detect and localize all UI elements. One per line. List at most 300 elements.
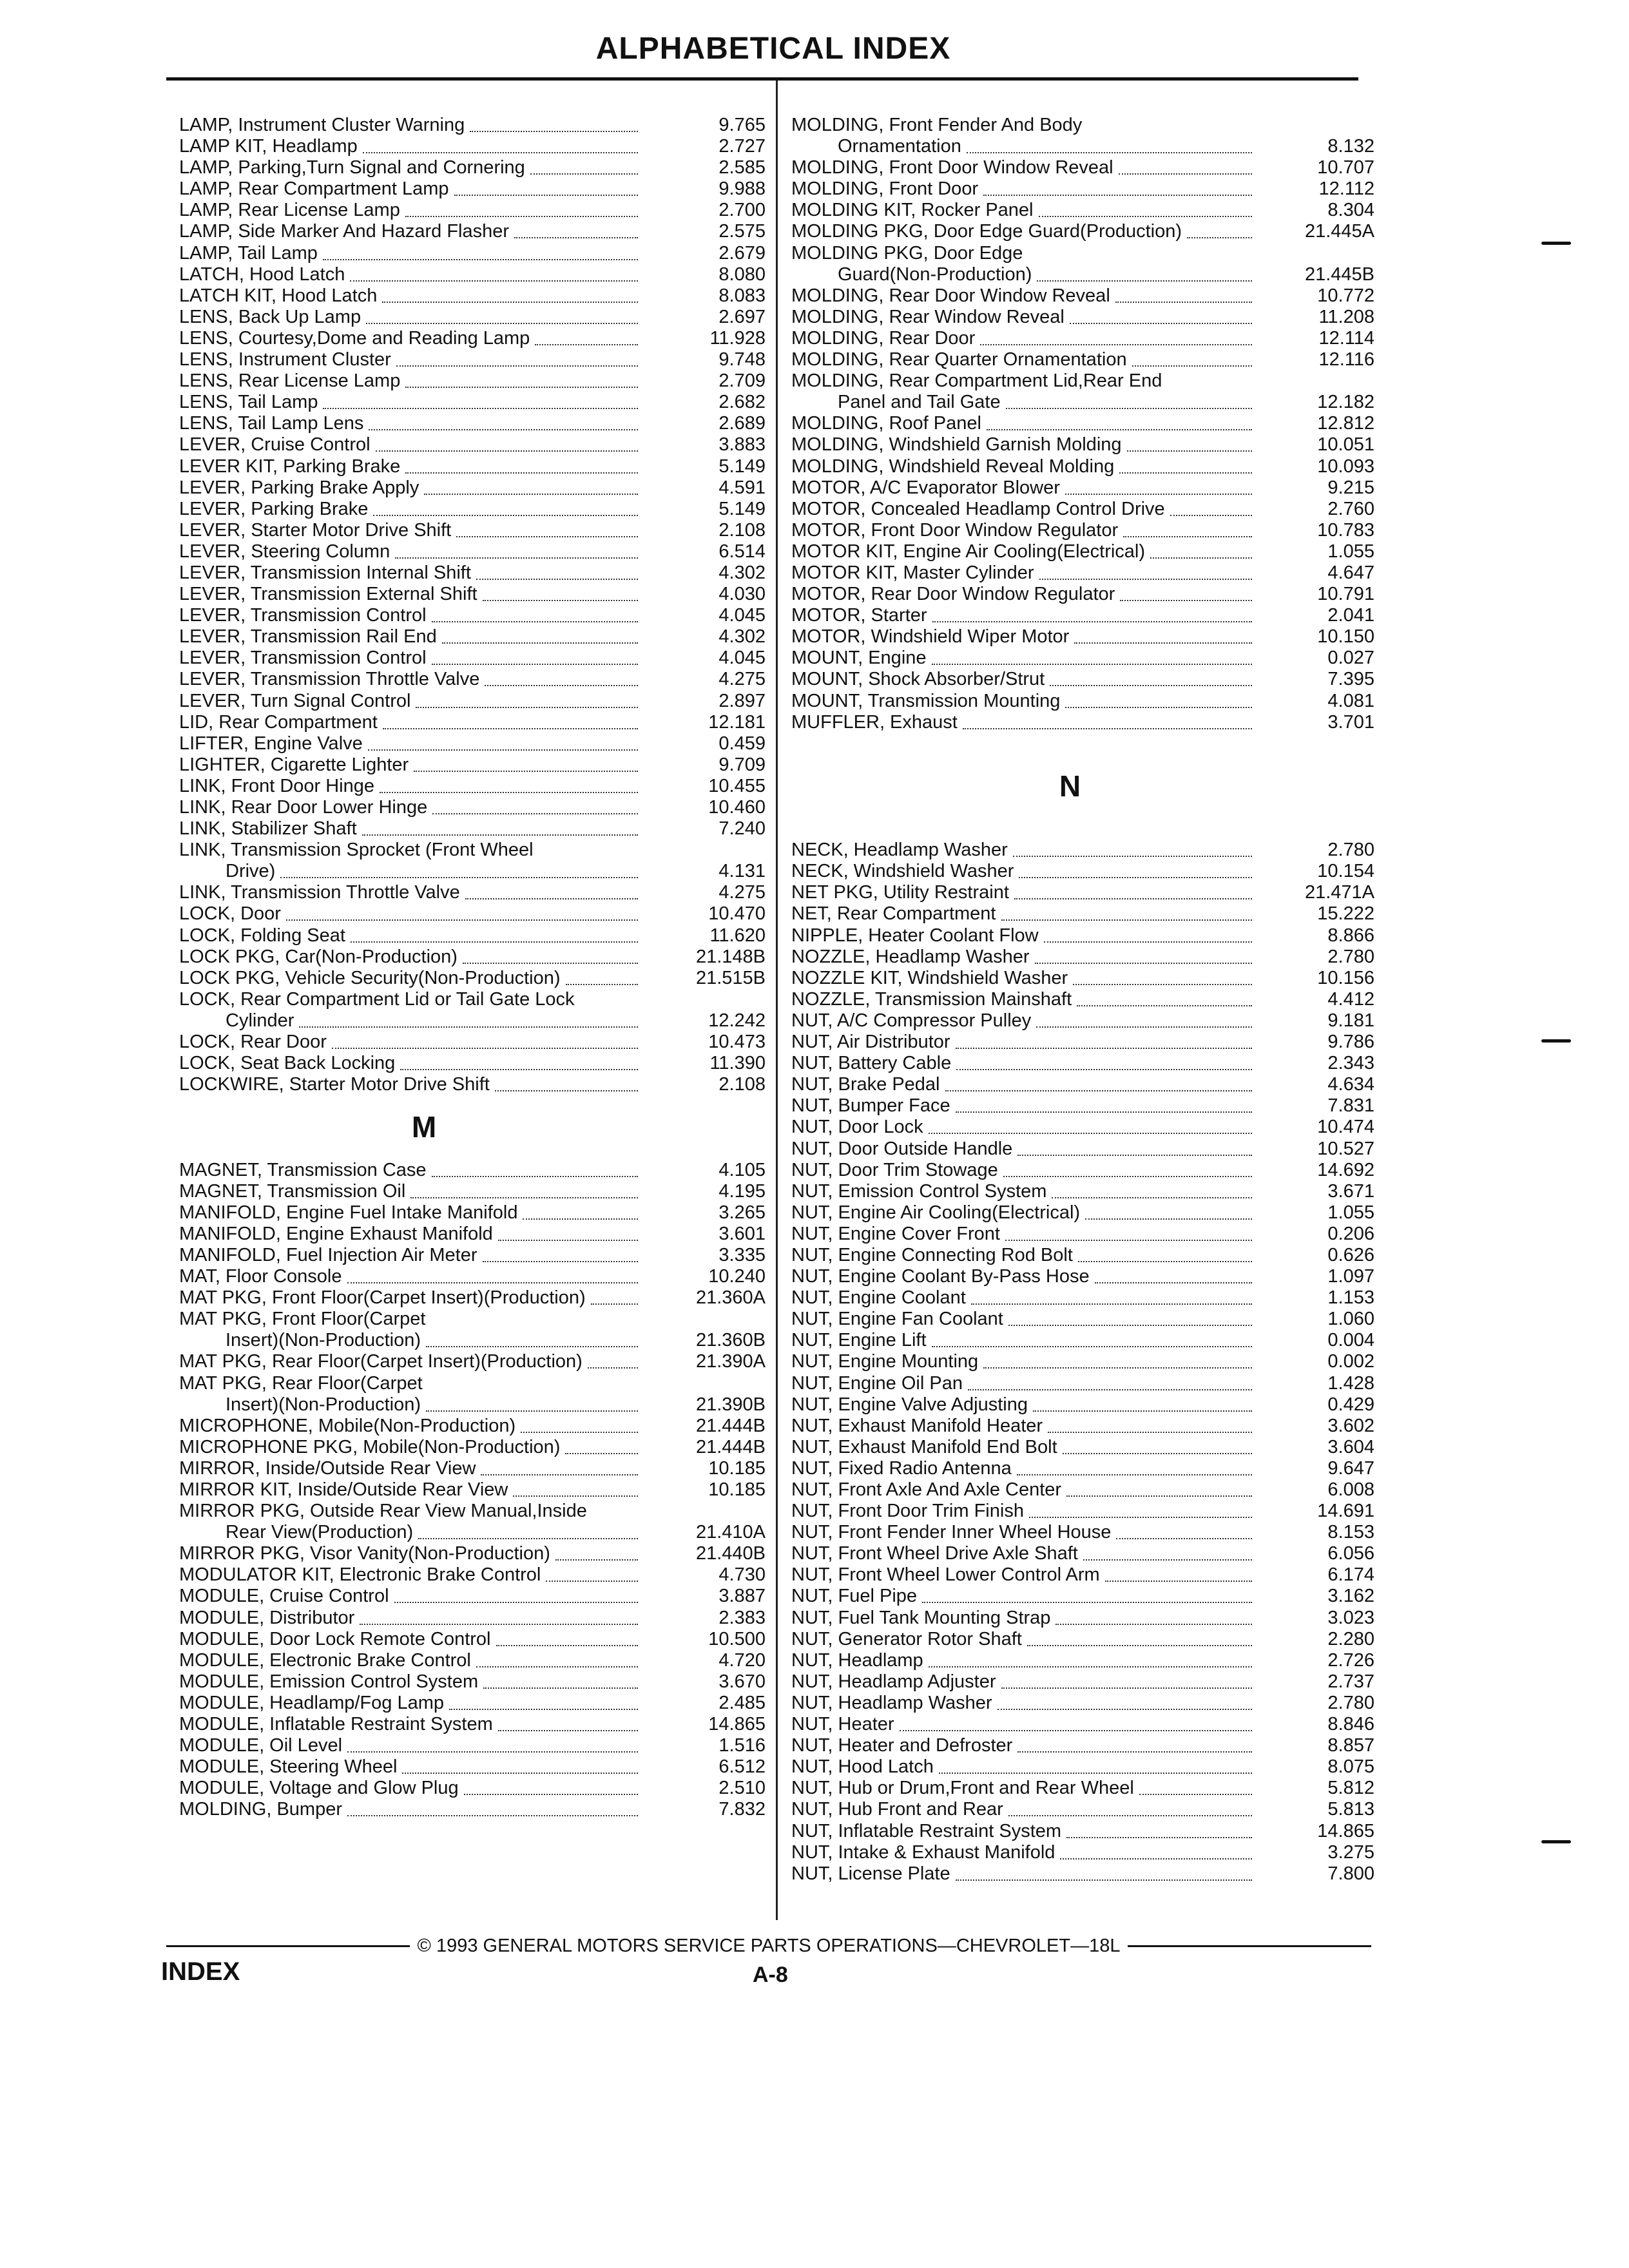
entry-reference: 15.222	[1317, 903, 1374, 925]
entry-name: NUT, Hub or Drum,Front and Rear Wheel	[791, 1778, 1134, 1799]
index-entry	[179, 477, 766, 499]
index-entry	[791, 1671, 1374, 1693]
entry-reference: 10.455	[708, 775, 766, 796]
index-entry	[179, 1053, 766, 1074]
binding-margin-mark	[1541, 1039, 1571, 1043]
entry-name: LID, Rear Compartment	[179, 711, 378, 733]
dot-leader	[1001, 1687, 1252, 1689]
entry-reference: 2.689	[718, 413, 766, 434]
entry-name: Drive)	[226, 861, 276, 882]
dot-leader	[463, 963, 638, 964]
dot-leader	[1070, 323, 1252, 324]
entry-reference: 2.343	[1327, 1053, 1374, 1074]
entry-name: MOLDING, Windshield Garnish Molding	[791, 434, 1122, 456]
entry-reference: 4.720	[718, 1649, 766, 1671]
dot-leader	[383, 728, 638, 729]
index-entry	[179, 285, 766, 307]
entry-name: LOCK PKG, Vehicle Security(Non-Production)	[179, 967, 561, 988]
entry-name: NUT, Front Door Trim Finish	[791, 1501, 1024, 1522]
dot-leader	[1187, 237, 1252, 238]
entry-name: LOCK, Rear Compartment Lid or Tail Gate Lock	[179, 988, 575, 1010]
index-entry	[791, 1650, 1374, 1671]
index-entry	[179, 264, 766, 285]
dot-leader	[1085, 1218, 1252, 1220]
entry-name: NUT, Door Trim Stowage	[791, 1159, 998, 1180]
entry-reference: 3.701	[1327, 711, 1374, 733]
dot-leader	[1065, 494, 1252, 495]
entry-reference: 8.075	[1327, 1756, 1374, 1778]
dot-leader	[591, 1303, 638, 1305]
dot-leader	[470, 131, 638, 132]
index-entry	[791, 413, 1374, 434]
entry-name: MOTOR KIT, Engine Air Cooling(Electrical)	[791, 541, 1146, 562]
entry-reference: 10.500	[708, 1628, 766, 1649]
index-entry	[179, 392, 766, 413]
entry-reference: 14.691	[1317, 1501, 1374, 1522]
entry-reference: 10.240	[708, 1266, 766, 1287]
dot-leader	[1066, 1495, 1252, 1497]
entry-name: MAT, Floor Console	[179, 1266, 342, 1287]
index-entry	[179, 1160, 766, 1181]
dot-leader	[380, 792, 638, 793]
entry-name: MOTOR KIT, Master Cylinder	[791, 562, 1034, 583]
dot-leader	[360, 1624, 638, 1625]
dot-leader	[1033, 1410, 1252, 1412]
entry-reference: 21.515B	[695, 967, 766, 988]
index-entry	[179, 903, 766, 925]
entry-name: NUT, Headlamp Washer	[791, 1692, 992, 1713]
dot-leader	[456, 536, 638, 537]
entry-name: MOTOR, Windshield Wiper Motor	[791, 626, 1070, 648]
index-entry	[179, 456, 766, 477]
index-entry	[791, 626, 1374, 648]
index-entry	[179, 136, 766, 157]
entry-name: LEVER KIT, Parking Brake	[179, 456, 401, 477]
entry-name: NUT, Engine Oil Pan	[791, 1372, 963, 1394]
index-entry	[791, 200, 1374, 221]
index-entry	[179, 733, 766, 754]
dot-leader	[394, 1602, 638, 1603]
index-entry	[179, 754, 766, 776]
index-entry	[791, 1309, 1374, 1330]
index-entry	[791, 1202, 1374, 1224]
dot-leader	[1005, 1240, 1252, 1241]
index-entry	[179, 1416, 766, 1437]
index-entry	[791, 1693, 1374, 1714]
index-entry	[179, 1032, 766, 1053]
dot-leader	[1003, 1176, 1252, 1177]
index-entry	[791, 178, 1374, 200]
index-entry	[179, 349, 766, 370]
dot-leader	[280, 877, 638, 878]
entry-reference: 12.181	[708, 711, 766, 733]
entry-reference: 4.275	[718, 882, 766, 903]
entry-name: MOLDING PKG, Door Edge	[791, 242, 1023, 264]
index-entry	[791, 1245, 1374, 1266]
entry-name: NUT, Fuel Pipe	[791, 1586, 918, 1607]
entry-reference: 2.679	[718, 242, 766, 264]
index-entry	[179, 157, 766, 178]
dot-leader	[523, 1218, 638, 1220]
entry-reference: 10.707	[1317, 157, 1374, 178]
entry-name: LINK, Front Door Hinge	[179, 775, 375, 796]
entry-name: Insert)(Non-Production)	[226, 1330, 421, 1351]
index-entry	[179, 1010, 766, 1032]
entry-reference: 11.208	[1318, 306, 1374, 327]
dot-leader	[963, 728, 1252, 729]
index-entry	[179, 307, 766, 328]
entry-reference: 2.709	[718, 370, 766, 392]
entry-name: NECK, Headlamp Washer	[791, 840, 1008, 861]
dot-leader	[987, 429, 1252, 430]
index-entry	[791, 157, 1374, 178]
entry-name: MODULE, Headlamp/Fog Lamp	[179, 1692, 444, 1713]
dot-leader	[1170, 515, 1252, 516]
dot-leader	[485, 685, 638, 686]
entry-name: LAMP, Tail Lamp	[179, 242, 318, 264]
dot-leader	[546, 1581, 638, 1582]
entry-name: NUT, Heater	[791, 1714, 894, 1735]
dot-leader	[351, 941, 638, 943]
dot-leader	[1074, 642, 1252, 644]
entry-name: NECK, Windshield Washer	[791, 861, 1014, 882]
entry-name: LATCH KIT, Hood Latch	[179, 285, 378, 306]
entry-name: NET, Rear Compartment	[791, 903, 996, 925]
index-entry	[179, 1309, 766, 1330]
dot-leader	[1050, 685, 1252, 686]
dot-leader	[498, 1730, 638, 1731]
entry-reference: 0.002	[1327, 1351, 1374, 1372]
index-entry	[791, 1394, 1374, 1416]
index-entry	[791, 562, 1374, 584]
entry-name: NUT, Engine Lift	[791, 1330, 927, 1351]
index-entry	[791, 264, 1374, 285]
entry-name: NUT, Exhaust Manifold Heater	[791, 1415, 1043, 1436]
index-entry	[791, 605, 1374, 626]
entry-reference: 2.760	[1327, 498, 1374, 519]
dot-leader	[521, 1432, 638, 1433]
entry-name: MAT PKG, Rear Floor(Carpet Insert)(Production)	[179, 1351, 583, 1372]
entry-reference: 7.800	[1327, 1863, 1374, 1884]
binding-margin-mark	[1541, 242, 1571, 245]
entry-reference: 2.575	[718, 221, 766, 242]
index-entry	[791, 1160, 1374, 1181]
dot-leader	[1037, 280, 1252, 282]
entry-reference: 4.275	[718, 669, 766, 690]
dot-leader	[1039, 216, 1252, 217]
entry-reference: 3.883	[718, 434, 766, 456]
index-entry	[179, 562, 766, 584]
entry-reference: 2.510	[718, 1778, 766, 1799]
entry-reference: 6.008	[1327, 1479, 1374, 1501]
dot-leader	[368, 749, 638, 751]
entry-name: NUT, Engine Coolant	[791, 1287, 966, 1309]
dot-leader	[432, 1176, 638, 1177]
entry-reference: 9.786	[1327, 1032, 1374, 1053]
dot-leader	[483, 1261, 638, 1262]
dot-leader	[1006, 408, 1252, 409]
entry-reference: 12.812	[1317, 413, 1374, 434]
index-entry	[179, 434, 766, 456]
entry-reference: 6.514	[718, 541, 766, 562]
footer-rule	[166, 1945, 410, 1947]
index-entry	[791, 1799, 1374, 1820]
index-entry	[179, 691, 766, 712]
index-entry	[179, 1735, 766, 1756]
entry-name: NUT, Exhaust Manifold End Bolt	[791, 1436, 1057, 1457]
dot-leader	[498, 1240, 638, 1241]
entry-name: NOZZLE KIT, Windshield Washer	[791, 967, 1068, 988]
index-entry	[179, 776, 766, 797]
entry-reference: 7.240	[718, 818, 766, 840]
entry-reference: 21.148B	[695, 946, 766, 967]
index-entry	[791, 1479, 1374, 1501]
index-entry	[791, 456, 1374, 477]
dot-leader	[956, 1048, 1252, 1049]
dot-leader	[449, 1709, 638, 1710]
index-entry	[791, 1586, 1374, 1607]
dot-leader	[426, 1410, 638, 1412]
dot-leader	[1017, 1155, 1252, 1156]
section-letter-heading: M	[411, 1110, 437, 1144]
entry-name: NUT, Headlamp Adjuster	[791, 1671, 996, 1692]
index-entry	[179, 861, 766, 882]
entry-name: MOLDING, Rear Door	[791, 327, 976, 349]
left-index-column	[179, 115, 766, 1821]
entry-reference: 14.865	[1317, 1820, 1374, 1841]
index-entry	[179, 1543, 766, 1564]
index-entry	[791, 1821, 1374, 1842]
index-entry	[791, 1351, 1374, 1372]
entry-name: MANIFOLD, Engine Exhaust Manifold	[179, 1223, 493, 1244]
entry-reference: 8.153	[1327, 1522, 1374, 1543]
entry-name: Insert)(Non-Production)	[226, 1394, 421, 1415]
dot-leader	[1116, 1538, 1252, 1539]
dot-leader	[971, 1303, 1252, 1305]
entry-reference: 10.470	[708, 903, 766, 925]
dot-leader	[968, 1389, 1252, 1390]
entry-reference: 8.866	[1327, 925, 1374, 946]
entry-reference: 4.045	[718, 605, 766, 626]
entry-reference: 2.280	[1327, 1628, 1374, 1649]
entry-name: MIRROR, Inside/Outside Rear View	[179, 1457, 476, 1479]
entry-name: MOTOR, A/C Evaporator Blower	[791, 477, 1060, 498]
entry-reference: 2.041	[1327, 605, 1374, 626]
index-entry	[791, 1373, 1374, 1394]
entry-name: MOLDING, Front Fender And Body	[791, 115, 1083, 135]
index-entry	[791, 477, 1374, 499]
entry-reference: 11.620	[709, 925, 766, 946]
entry-reference: 9.748	[718, 349, 766, 370]
dot-leader	[405, 387, 638, 388]
index-entry	[791, 968, 1374, 989]
entry-name: NUT, Fixed Radio Antenna	[791, 1457, 1012, 1479]
entry-name: MODULE, Cruise Control	[179, 1586, 389, 1607]
entry-name: LOCK, Seat Back Locking	[179, 1053, 396, 1074]
entry-reference: 10.185	[708, 1457, 766, 1479]
index-entry	[791, 307, 1374, 328]
entry-name: NUT, Door Lock	[791, 1117, 923, 1138]
index-entry	[179, 648, 766, 669]
entry-reference: 8.083	[718, 285, 766, 306]
index-entry	[179, 413, 766, 434]
entry-name: NUT, Front Wheel Lower Control Arm	[791, 1564, 1100, 1586]
index-entry	[179, 882, 766, 903]
dot-leader	[1078, 1261, 1252, 1262]
entry-reference: 10.791	[1317, 584, 1374, 605]
entry-name: LAMP, Rear License Lamp	[179, 200, 400, 221]
dot-leader	[1013, 856, 1252, 857]
index-entry	[791, 1287, 1374, 1309]
index-entry	[179, 712, 766, 733]
entry-reference: 11.928	[709, 327, 766, 349]
dot-leader	[483, 600, 638, 601]
dot-leader	[414, 771, 638, 772]
index-entry	[179, 1202, 766, 1224]
entry-reference: 2.726	[1327, 1649, 1374, 1671]
dot-leader	[496, 1645, 638, 1646]
index-entry	[791, 1842, 1374, 1863]
entry-name: MANIFOLD, Engine Fuel Intake Manifold	[179, 1202, 518, 1223]
entry-name: LEVER, Parking Brake	[179, 498, 369, 519]
entry-reference: 21.444B	[695, 1436, 766, 1457]
entry-reference: 0.459	[718, 733, 766, 754]
dot-leader	[1150, 557, 1252, 559]
dot-leader	[565, 1453, 638, 1454]
entry-name: Panel and Tail Gate	[838, 392, 1001, 413]
dot-leader	[1001, 919, 1252, 921]
entry-reference: 0.027	[1327, 648, 1374, 669]
entry-name: LOCK, Door	[179, 903, 281, 925]
entry-name: NUT, Heater and Defroster	[791, 1735, 1013, 1756]
entry-reference: 9.215	[1327, 477, 1374, 498]
section-letter-heading: N	[1059, 769, 1081, 803]
index-entry	[179, 1522, 766, 1543]
dot-leader	[424, 494, 638, 495]
entry-reference: 10.527	[1317, 1138, 1374, 1159]
entry-reference: 0.206	[1327, 1223, 1374, 1244]
index-entry	[791, 1629, 1374, 1650]
entry-name: MOLDING, Bumper	[179, 1799, 342, 1820]
entry-name: NUT, Engine Coolant By-Pass Hose	[791, 1266, 1090, 1287]
entry-name: NUT, Generator Rotor Shaft	[791, 1628, 1022, 1649]
binding-margin-mark	[1541, 1840, 1571, 1843]
entry-name: LEVER, Transmission Control	[179, 648, 427, 669]
entry-name: NUT, Battery Cable	[791, 1053, 952, 1074]
dot-leader	[956, 1069, 1252, 1070]
index-entry	[791, 861, 1374, 882]
entry-name: NIPPLE, Heater Coolant Flow	[791, 925, 1039, 946]
index-entry	[179, 669, 766, 690]
entry-name: NUT, Inflatable Restraint System	[791, 1820, 1062, 1841]
entry-reference: 8.304	[1327, 200, 1374, 221]
index-entry	[791, 1756, 1374, 1778]
entry-name: LINK, Rear Door Lower Hinge	[179, 797, 428, 818]
index-entry	[179, 541, 766, 562]
dot-leader	[1139, 1794, 1252, 1795]
index-entry	[179, 1671, 766, 1693]
entry-reference: 3.023	[1327, 1607, 1374, 1628]
index-entry	[791, 328, 1374, 349]
entry-reference: 4.302	[718, 562, 766, 583]
dot-leader	[900, 1730, 1252, 1731]
entry-reference: 11.390	[709, 1053, 766, 1074]
index-entry	[791, 840, 1374, 861]
index-entry	[179, 178, 766, 200]
entry-reference: 4.105	[718, 1159, 766, 1180]
dot-leader	[369, 429, 638, 430]
dot-leader	[932, 621, 1252, 622]
index-entry	[179, 1564, 766, 1586]
index-entry	[791, 1074, 1374, 1095]
entry-name: Rear View(Production)	[226, 1522, 414, 1543]
index-entry	[179, 115, 766, 136]
entry-name: LOCK PKG, Car(Non-Production)	[179, 946, 458, 967]
index-entry	[791, 1032, 1374, 1053]
index-entry	[179, 1245, 766, 1266]
entry-name: LAMP KIT, Headlamp	[179, 136, 358, 157]
dot-leader	[347, 1282, 638, 1283]
index-entry	[791, 1181, 1374, 1202]
index-entry	[179, 1351, 766, 1372]
index-entry	[179, 1608, 766, 1629]
index-entry	[179, 1458, 766, 1479]
index-entry	[791, 989, 1374, 1010]
entry-reference: 6.056	[1327, 1543, 1374, 1564]
entry-reference: 10.474	[1317, 1117, 1374, 1138]
entry-name: NUT, A/C Compressor Pulley	[791, 1010, 1032, 1031]
index-entry	[791, 1053, 1374, 1074]
entry-reference: 8.846	[1327, 1714, 1374, 1735]
index-entry	[791, 392, 1374, 413]
entry-name: MOLDING, Front Door	[791, 178, 979, 200]
dot-leader	[956, 1879, 1252, 1881]
column-divider	[776, 81, 778, 1920]
dot-leader	[1132, 365, 1252, 367]
index-entry	[791, 1416, 1374, 1437]
dot-leader	[1105, 1581, 1252, 1582]
index-entry	[179, 626, 766, 648]
index-entry	[791, 669, 1374, 690]
index-entry	[179, 1394, 766, 1416]
index-entry	[179, 1074, 766, 1095]
dot-leader	[1083, 1559, 1252, 1561]
dot-leader	[956, 1111, 1252, 1113]
index-entry	[179, 989, 766, 1010]
entry-name: NUT, Engine Mounting	[791, 1351, 979, 1372]
entry-reference: 4.030	[718, 584, 766, 605]
entry-name: MODULATOR KIT, Electronic Brake Control	[179, 1564, 541, 1586]
dot-leader	[535, 344, 638, 345]
index-entry	[791, 434, 1374, 456]
entry-name: MOTOR, Starter	[791, 605, 927, 626]
entry-reference: 4.131	[718, 861, 766, 882]
entry-reference: 12.112	[1318, 178, 1374, 200]
dot-leader	[1115, 302, 1252, 303]
section-label: INDEX	[161, 1957, 240, 1986]
index-entry	[791, 349, 1374, 370]
entry-name: LENS, Back Up Lamp	[179, 306, 361, 327]
index-entry	[791, 947, 1374, 968]
dot-leader	[347, 1815, 638, 1816]
dot-leader	[566, 984, 638, 985]
entry-name: MOTOR, Rear Door Window Regulator	[791, 584, 1115, 605]
entry-reference: 10.150	[1317, 626, 1374, 648]
dot-leader	[464, 1794, 638, 1795]
entry-name: MOLDING, Roof Panel	[791, 413, 981, 434]
entry-name: MOTOR, Concealed Headlamp Control Drive	[791, 498, 1165, 519]
entry-reference: 21.360B	[695, 1330, 766, 1351]
